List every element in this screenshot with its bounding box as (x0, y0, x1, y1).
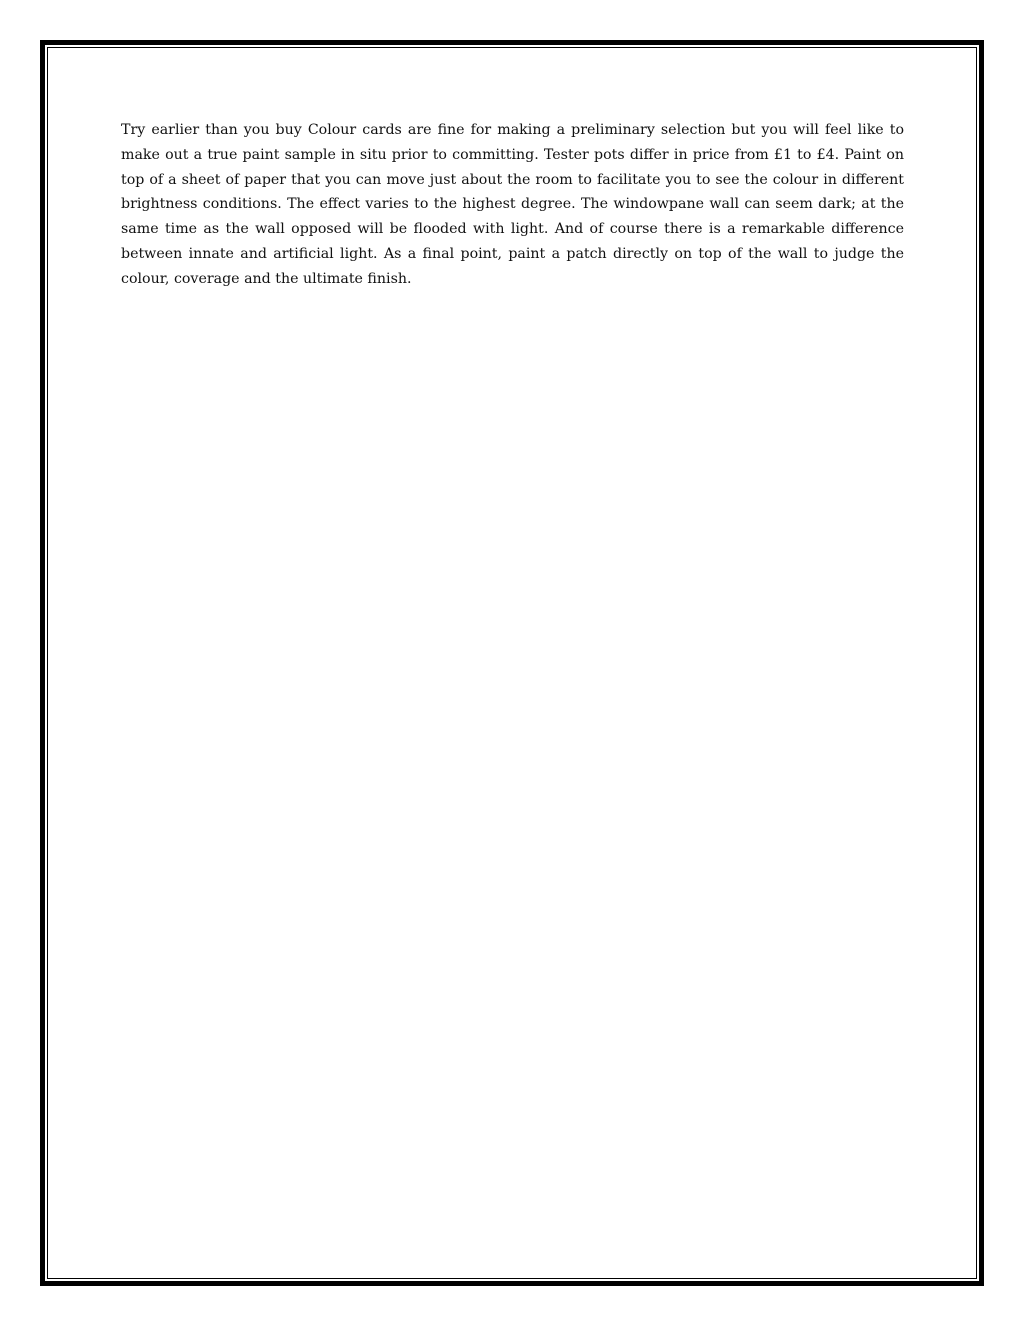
body-paragraph: Try earlier than you buy Colour cards are fine for making a preliminary selection but you will feel like to make out a true paint sample in situ prior to committing. Tester pots differ in price from £1 to £4. Paint on top of a sheet of paper that you can move just about the room to facilitate you to see the colour in different brightness conditions. The effect varies to the highest degree. The windowpane wall can seem dark; at the same time as the wall opposed will be flooded with light. And of course there is a remarkable difference between innate and artificial light. As a final point, paint a patch directly on top of the wall to judge the colour, coverage and the ultimate finish. (121, 122, 904, 287)
